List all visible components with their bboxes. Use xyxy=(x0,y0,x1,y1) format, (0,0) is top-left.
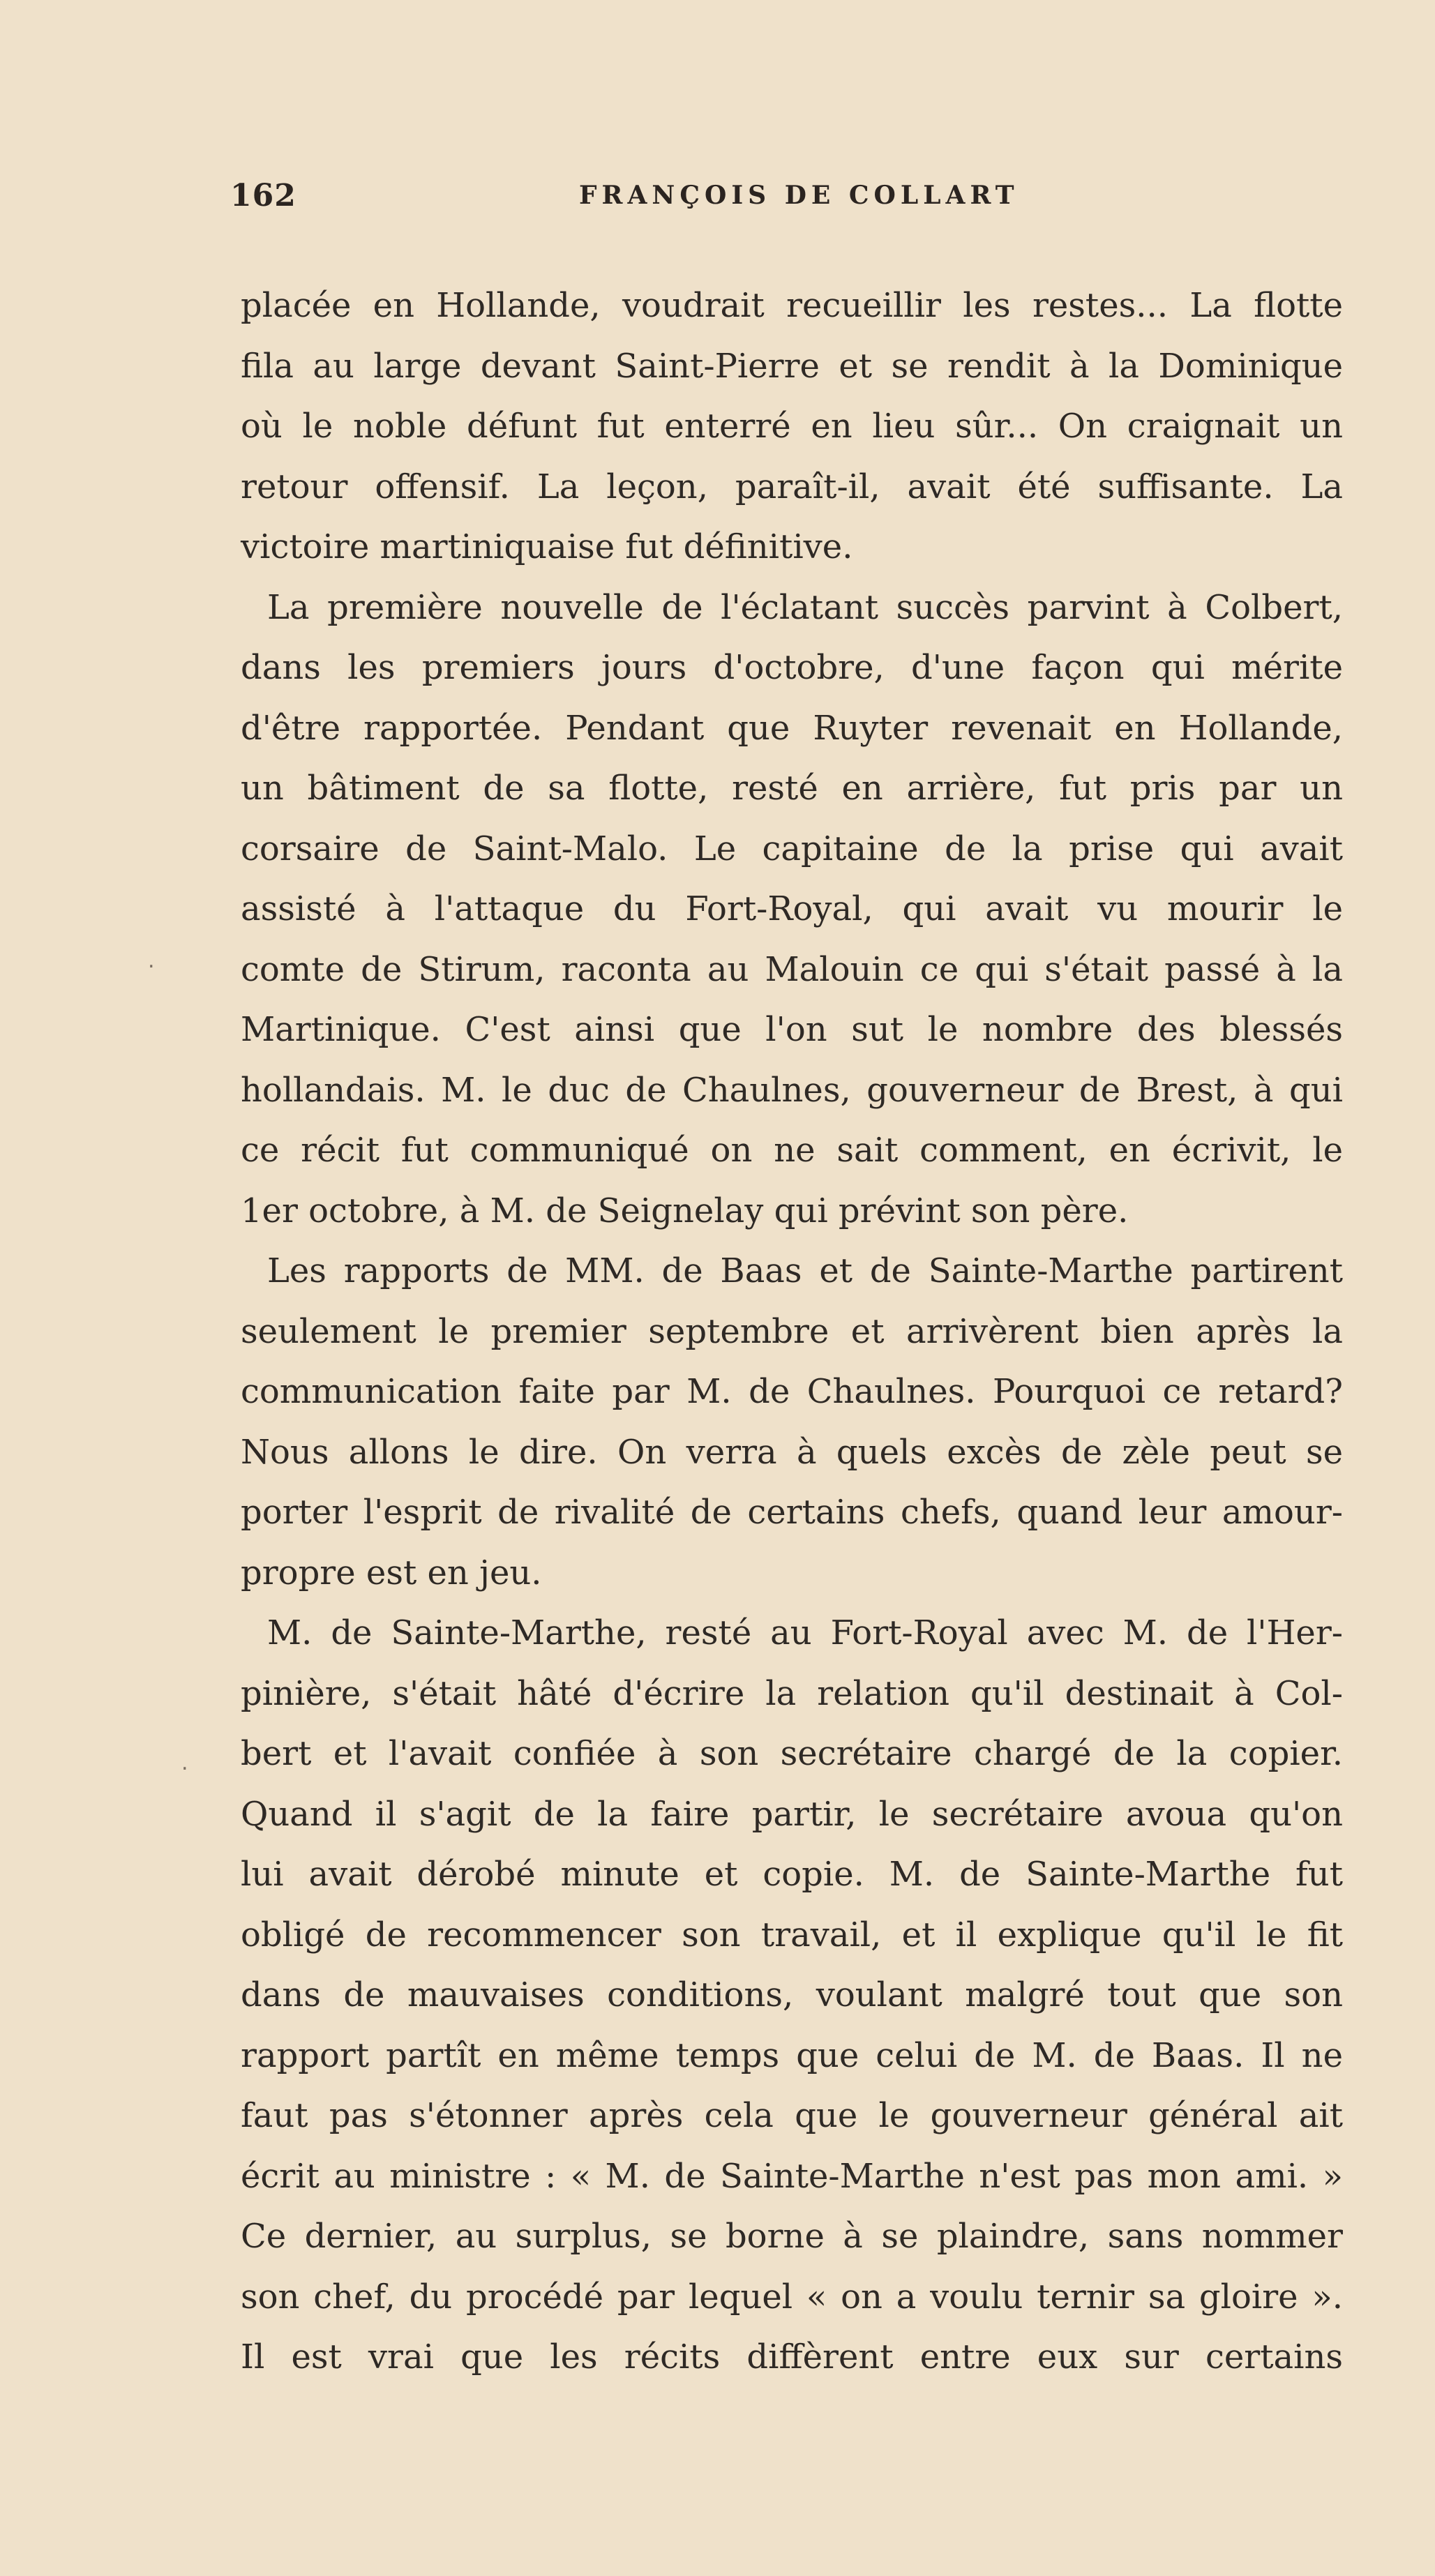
text-line: Martinique. C'est ainsi que l'on sut le nombre des blessés xyxy=(241,1010,1343,1049)
text-line: lui avait dérobé minute et copie. M. de Sainte-Marthe fut xyxy=(241,1855,1343,1894)
running-head: FRANÇOIS DE COLLART xyxy=(579,181,1019,210)
text-line: obligé de recommencer son travail, et il explique qu'il le fit xyxy=(241,1915,1343,1954)
text-line: comte de Stirum, raconta au Malouin ce qui s'était passé à la xyxy=(241,949,1343,989)
text-line: dans de mauvaises conditions, voulant malgré tout que son xyxy=(241,1975,1343,2014)
text-line: son chef, du procédé par lequel « on a voulu ternir sa gloire ». xyxy=(241,2277,1343,2317)
text-line: bert et l'avait confiée à son secrétaire chargé de la copier. xyxy=(241,1734,1343,1773)
text-line: Il est vrai que les récits diffèrent entre eux sur certains xyxy=(241,2337,1343,2377)
text-line: faut pas s'étonner après cela que le gouverneur général ait xyxy=(241,2096,1343,2135)
text-line: assisté à l'attaque du Fort-Royal, qui avait vu mourir le xyxy=(241,889,1343,928)
text-line: où le noble défunt fut enterré en lieu sûr... On craignait un xyxy=(241,407,1343,446)
text-line: d'être rapportée. Pendant que Ruyter revenait en Hollande, xyxy=(241,708,1343,748)
text-line: communication faite par M. de Chaulnes. Pourquoi ce retard? xyxy=(241,1372,1343,1411)
text-line: Les rapports de MM. de Baas et de Sainte-Marthe partirent xyxy=(267,1251,1343,1290)
text-line: placée en Hollande, voudrait recueillir les restes... La flotte xyxy=(241,286,1343,325)
body-text xyxy=(241,276,1343,2388)
text-line: porter l'esprit de rivalité de certains chefs, quand leur amour- xyxy=(241,1493,1343,1532)
text-line: hollandais. M. le duc de Chaulnes, gouverneur de Brest, à qui xyxy=(241,1070,1343,1110)
text-line: Ce dernier, au surplus, se borne à se plaindre, sans nommer xyxy=(241,2217,1343,2256)
text-line: rapport partît en même temps que celui de M. de Baas. Il ne xyxy=(241,2035,1343,2075)
text-line: Nous allons le dire. On verra à quels excès de zèle peut se xyxy=(241,1432,1343,1472)
text-line: propre est en jeu. xyxy=(241,1553,542,1592)
text-line: seulement le premier septembre et arrivèrent bien après la xyxy=(241,1311,1343,1351)
text-line: dans les premiers jours d'octobre, d'une façon qui mérite xyxy=(241,648,1343,687)
page-number: 162 xyxy=(230,178,296,213)
text-line: fila au large devant Saint-Pierre et se rendit à la Dominique xyxy=(241,346,1343,386)
text-line: La première nouvelle de l'éclatant succès parvint à Colbert, xyxy=(267,587,1343,627)
text-line: victoire martiniquaise fut définitive. xyxy=(241,527,853,566)
text-line: corsaire de Saint-Malo. Le capitaine de la prise qui avait xyxy=(241,829,1343,868)
text-line: un bâtiment de sa flotte, resté en arrière, fut pris par un xyxy=(241,769,1343,808)
text-line: Quand il s'agit de la faire partir, le secrétaire avoua qu'on xyxy=(241,1794,1343,1834)
text-line: pinière, s'était hâté d'écrire la relation qu'il destinait à Col- xyxy=(241,1673,1343,1713)
text-line: M. de Sainte-Marthe, resté au Fort-Royal avec M. de l'Her- xyxy=(267,1613,1343,1652)
text-line: ce récit fut communiqué on ne sait comment, en écrivit, le xyxy=(241,1131,1343,1170)
text-line: 1er octobre, à M. de Seignelay qui prévint son père. xyxy=(241,1191,1129,1230)
text-line: écrit au ministre : « M. de Sainte-Marthe n'est pas mon ami. » xyxy=(241,2156,1343,2196)
page-header xyxy=(230,178,1416,220)
margin-dot: . xyxy=(148,949,155,973)
text-line: retour offensif. La leçon, paraît-il, avait été suffisante. La xyxy=(241,467,1343,506)
margin-dot: . xyxy=(181,1751,188,1775)
